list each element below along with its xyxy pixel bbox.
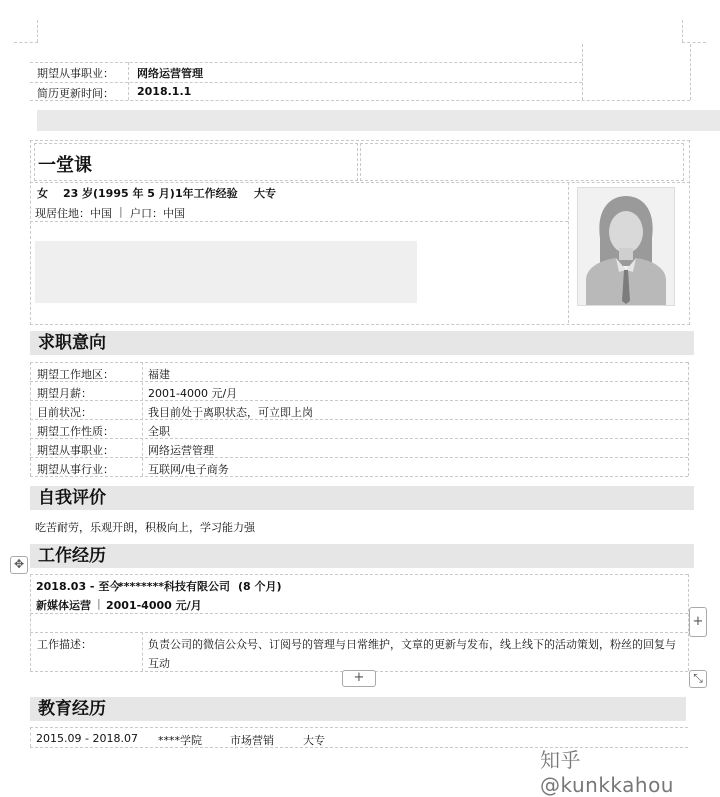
section-bar-self-eval xyxy=(30,486,694,510)
section-bar-intent xyxy=(30,331,694,355)
self-eval-text: 吃苦耐劳，乐观开朗，积极向上，学习能力强 xyxy=(35,521,255,534)
intent-label: 期望从事行业： xyxy=(37,463,114,476)
work-salary: 2001-4000 元/月 xyxy=(106,599,202,612)
top-info-table xyxy=(30,44,690,102)
profile-blank-area xyxy=(35,241,417,303)
watermark: 知乎 @kunkkahou xyxy=(540,748,674,797)
intent-label: 期望月薪： xyxy=(37,387,92,400)
work-period: 2018.03 - 至今 xyxy=(36,580,121,593)
intent-table xyxy=(30,362,688,478)
page-corner-mark-right xyxy=(682,20,683,42)
name-cell-right xyxy=(360,143,684,181)
intent-value: 网络运营管理 xyxy=(148,444,214,457)
experience: 1年工作经验 xyxy=(175,187,238,200)
education-period: 2015.09 - 2018.07 xyxy=(36,732,138,745)
work-desc-line2: 互动 xyxy=(148,657,170,670)
intent-value: 全职 xyxy=(148,425,170,438)
top-update-value: 2018.1.1 xyxy=(137,85,192,98)
section-bar-work xyxy=(30,544,694,568)
section-title-education: 教育经历 xyxy=(38,699,106,719)
intent-label: 期望工作性质： xyxy=(37,425,114,438)
page-corner-mark-left xyxy=(37,20,38,42)
work-separator: | xyxy=(97,597,101,610)
table-move-handle-icon[interactable]: ✥ xyxy=(10,556,28,574)
work-duration: (8 个月) xyxy=(238,580,282,593)
intent-value: 互联网/电子商务 xyxy=(148,463,229,476)
top-job-value: 网络运营管理 xyxy=(137,67,203,80)
residence-separator: | xyxy=(119,205,123,218)
top-update-label: 简历更新时间： xyxy=(37,87,114,100)
separator-band xyxy=(37,110,720,131)
avatar xyxy=(577,187,675,306)
gender: 女 xyxy=(37,187,48,200)
age: 23 岁 xyxy=(63,187,94,200)
avatar-placeholder-icon xyxy=(578,188,674,305)
section-title-self-eval: 自我评价 xyxy=(38,488,106,508)
residence: 现居住地：中国 xyxy=(35,207,112,220)
section-bar-education xyxy=(30,697,686,721)
work-desc-label: 工作描述： xyxy=(37,638,92,651)
top-job-label: 期望从事职业： xyxy=(37,67,114,80)
education-level: 大专 xyxy=(254,187,276,200)
education-major: 市场营销 xyxy=(230,734,274,747)
education-school: ****学院 xyxy=(158,734,202,747)
intent-label: 期望从事职业： xyxy=(37,444,114,457)
page-corner-mark-right-h xyxy=(682,42,706,43)
intent-value: 福建 xyxy=(148,368,170,381)
candidate-name: 一堂课 xyxy=(38,155,92,176)
section-title-intent: 求职意向 xyxy=(38,333,106,353)
hukou: 户口：中国 xyxy=(130,207,185,220)
table-resize-handle-icon[interactable]: ⤡ xyxy=(689,670,707,688)
birth: (1995 年 5 月) xyxy=(93,187,175,200)
education-degree: 大专 xyxy=(303,734,325,747)
page-corner-mark-left-h xyxy=(14,42,38,43)
add-column-button[interactable]: + xyxy=(689,607,707,637)
intent-label: 期望工作地区： xyxy=(37,368,114,381)
intent-label: 目前状况： xyxy=(37,406,92,419)
work-position: 新媒体运营 xyxy=(36,599,91,612)
work-company: ********科技有限公司 xyxy=(118,580,231,593)
section-title-work: 工作经历 xyxy=(38,546,106,566)
intent-value: 2001-4000 元/月 xyxy=(148,387,238,400)
add-row-button[interactable]: + xyxy=(342,670,376,687)
work-desc-line1: 负责公司的微信公众号、订阅号的管理与日常维护，文章的更新与发布，线上线下的活动策划，粉丝的回复与 xyxy=(148,638,676,651)
intent-value: 我目前处于离职状态，可立即上岗 xyxy=(148,406,313,419)
